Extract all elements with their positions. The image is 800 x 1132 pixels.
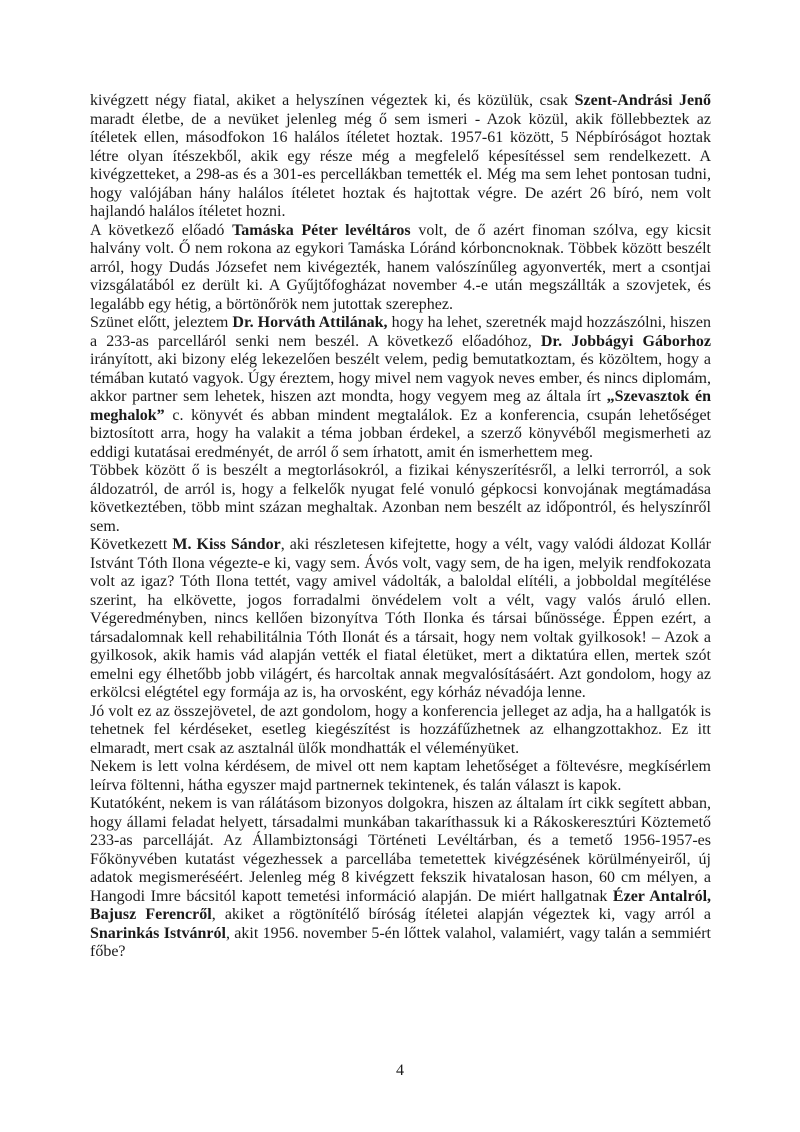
paragraph xyxy=(90,314,711,462)
bold-text-run: Snarinkás Istvánról xyxy=(90,924,226,942)
bold-text-run: Tamáska Péter levéltáros xyxy=(232,221,411,239)
text-run: Jó volt ez az összejövetel, de azt gondolom, hogy a konferencia jelleget az adja, ha a hallgatók is tehetnek fel kérdéseket, esetleg kiegészítést is hozzáfűzhetnek az elhangzottakhoz. Ez itt elmaradt, mert csak az asztalnál ülők mondhatták el véleményüket. xyxy=(90,702,711,757)
bold-text-run: „Szevasztok én meghalok” xyxy=(90,388,712,424)
text-run: kivégzett négy fiatal, akiket a helyszínen végeztek ki, és közülük, csak xyxy=(90,92,575,109)
bold-text-run: Dr. Jobbágyi Gáborhoz xyxy=(540,332,711,350)
text-run: maradt életbe, de a nevüket jelenleg még ő sem ismeri - Azok közül, akik föllebbeztek az ítéletek ellen, másodfokon 16 halálos ítéletet hoztak. 1957-61 között, 5 Népbíróságot hoztak létre olyan ítészekből, akik egy része még a megfelelő képesítéssel sem rendelkezett. A kivégzetteket, a 298-as és a 301-es percellákban temették el. Még ma sem lehet pontosan tudni, hogy valójában hány halálos ítéletet hoztak és hajtottak végre. De azért 26 bíró, nem volt hajlandó halálos ítéletet hozni. xyxy=(90,110,711,220)
text-run: irányított, aki bizony elég lekezelően beszélt velem, pedig bemutatkoztam, és közöltem, hogy a témában kutató vagyok. Úgy éreztem, hogy mivel nem vagyok neves ember, és nincs diplomám, akkor partner sem lehetek, hiszen azt mondta, hogy vegyem meg az általa írt xyxy=(90,351,711,405)
text-run: A következő előadó xyxy=(90,221,233,239)
bold-text-run: Szent-Andrási Jenő xyxy=(574,92,712,109)
text-run: Nekem is lett volna kérdésem, de mivel ott nem kaptam lehetőséget a föltevésre, megkísérlem leírva föltenni, hátha egyszer majd partnernek tekintenek, és talán választ is kapok. xyxy=(90,758,711,794)
text-block xyxy=(90,92,711,962)
text-run: Kutatóként, nekem is van rálátásom bizonyos dolgokra, hiszen az általam írt cikk segített abban, hogy állami feladat helyett, társadalmi munkában takaríthassuk ki a Rákoskeresztúri Köztemető 233-as parcelláját. Az Állambiztonsági Történeti Levéltárban, és a temető 1956-1957-es Főkönyvében kutatást végezhessek a parcellába temetettek kivégzésének körülményeiről, új adatok megismeréséért. Jelenleg még 8 kivégzett fekszik hivatalosan hason, 60 cm mélyen, a Hangodi Imre bácsitól kapott temetési információ alapján. De miért hallgatnak xyxy=(90,795,711,905)
text-run: , akit 1956. november 5-én lőttek valahol, valamiért, vagy talán a semmiért főbe? xyxy=(90,924,711,960)
bold-text-run: Ézer Antalról, Bajusz Ferencről xyxy=(90,887,712,923)
text-run: Szünet előtt, jeleztem xyxy=(90,314,233,331)
text-run: Többek között ő is beszélt a megtorlásokról, a fizikai kényszerítésről, a lelki terrorról, a sok áldozatról, de arról is, hogy a felkelők nyugat felé vonuló gépkocsi konvojának megtámadása következtében, több mint százan meghaltak. Azonban nem beszélt az időpontról, és helyszínről sem. xyxy=(90,462,711,535)
text-run: Következett xyxy=(90,536,173,553)
text-run: , akiket a rögtönítélő bíróság ítéletei alapján végeztek ki, vagy arról a xyxy=(211,906,711,923)
text-run: hogy ha lehet, szeretnék majd hozzászólni, hiszen a 233-as parcelláról senki nem beszél. A következő előadóhoz, xyxy=(90,314,711,350)
text-run: c. könyvét és abban mindent megtalálok. Ez a konferencia, csupán lehetőséget biztosított arra, hogy ha valakit a téma jobban érdekel, a szerző könyvéből megismerheti az eddigi kutatásai eredményét, de arról ő sem írhatott, amit én ismerhettem meg. xyxy=(90,406,711,461)
bold-text-run: Dr. Horváth Attilának, xyxy=(232,314,388,331)
paragraph xyxy=(90,536,711,703)
paragraph xyxy=(90,795,711,962)
text-run: , aki részletesen kifejtette, hogy a vélt, vagy valódi áldozat Kollár Istvánt Tóth Ilona végezte-e ki, vagy sem. Ávós volt, vagy sem, de ha igen, melyik rendfokozata volt az igaz? Tóth Ilona tettét, vagy amivel vádolták, a baloldal elítéli, a jobboldal megítélése szerint, ha elkövette, jogos forradalmi önvédelem volt a vélt, vagy valós áruló ellen. Végeredményben, nincs kellően bizonyítva Tóth Ilonka és társai bűnössége. Éppen ezért, a társadalomnak kell rehabilitálnia Tóth Ilonát és a társait, hogy nem voltak gyilkosok! – Azok a gyilkosok, akik hamis vád alapján vették el fiatal életüket, mert a diktatúra ellen, mertek szót emelni egy élhetőbb jobb világért, és harcoltak annak megvalósításáért. Azt gondolom, hogy az erkölcsi elégtétel egy formája az is, ha orvosként, egy kórház névadója lenne. xyxy=(90,536,711,701)
bold-text-run: M. Kiss Sándor xyxy=(172,536,281,553)
paragraph xyxy=(90,92,711,222)
paragraph xyxy=(90,703,711,759)
text-run: volt, de ő azért finoman szólva, egy kicsit halvány volt. Ő nem rokona az egykori Tamáska Lóránd kórboncnoknak. Többek között beszélt arról, hogy Dudás Józsefet nem kivégezték, hanem valószínűleg agyonverték, mert a csontjai vizsgálatából ez derült ki. A Gyűjtőfogházat november 4.-e után megszállták a szovjetek, és legalább egy hétig, a börtönőrök nem jutottak szerephez. xyxy=(90,221,712,313)
paragraph xyxy=(90,758,711,795)
paragraph xyxy=(90,462,711,536)
page-number: 4 xyxy=(396,1062,404,1079)
paragraph xyxy=(90,222,711,315)
